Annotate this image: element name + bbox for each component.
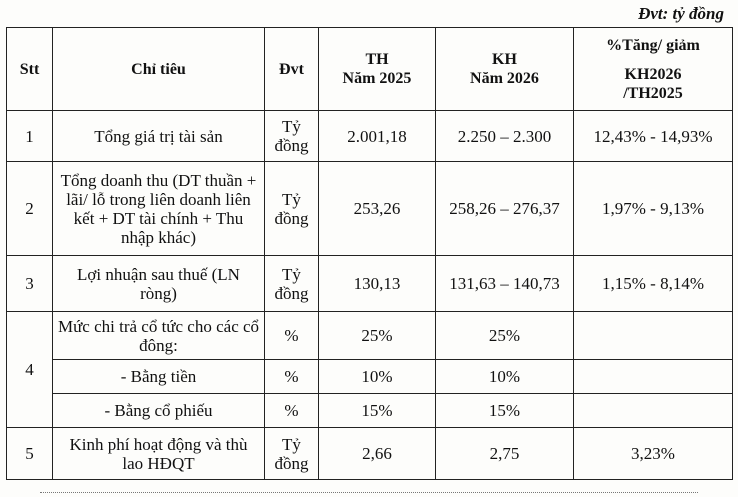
- cell-pct: 3,23%: [574, 428, 733, 480]
- cell-dvt-line1: Tỷ: [282, 264, 301, 284]
- cell-chi-tieu: Mức chi trả cổ tức cho các cổ đông:: [53, 312, 265, 360]
- cell-kh: 25%: [436, 312, 574, 360]
- header-kh: [436, 28, 574, 111]
- cell-th: 2,66: [319, 428, 436, 480]
- cell-dvt-line1: Tỷ: [282, 117, 301, 136]
- cell-pct: [574, 394, 733, 428]
- header-pct-line1: %Tăng/ giảm: [606, 36, 700, 54]
- cell-dvt-line1: Tỷ: [282, 189, 301, 209]
- cell-dvt-line2: đồng: [274, 453, 309, 473]
- header-chi-tieu: Chỉ tiêu: [53, 28, 265, 111]
- header-pct: [574, 28, 733, 111]
- cell-dvt-line2: đồng: [274, 283, 309, 303]
- header-th-line1: TH: [365, 51, 389, 68]
- cell-kh: 10%: [436, 360, 574, 394]
- cell-dvt: %: [265, 360, 319, 394]
- table-row: [7, 394, 733, 428]
- plan-table: [6, 27, 733, 480]
- table-row: [7, 428, 733, 480]
- cell-chi-tieu: Tổng doanh thu (DT thuần + lãi/ lỗ trong liên doanh liên kết + DT tài chính + Thu nhập khác): [53, 162, 265, 256]
- cell-chi-tieu: - Bằng tiền: [53, 360, 265, 394]
- header-th-line2: Năm 2025: [342, 70, 412, 87]
- cell-th: 15%: [319, 394, 436, 428]
- cell-dvt: %: [265, 394, 319, 428]
- unit-note: Đvt: tỷ đồng: [638, 4, 724, 23]
- cell-stt: 3: [7, 256, 53, 312]
- cell-kh: 2.250 – 2.300: [436, 111, 574, 162]
- cell-stt: 5: [7, 428, 53, 480]
- cell-dvt: [265, 256, 319, 312]
- cell-dvt-line1: Tỷ: [282, 434, 301, 454]
- header-stt: Stt: [7, 28, 53, 111]
- cell-chi-tieu: Tổng giá trị tài sản: [53, 111, 265, 162]
- table-row: [7, 256, 733, 312]
- header-row: [7, 28, 733, 111]
- cell-kh: 15%: [436, 394, 574, 428]
- header-kh-line2: Năm 2026: [470, 70, 539, 87]
- cell-kh: 131,63 – 140,73: [436, 256, 574, 312]
- cell-pct: 1,15% - 8,14%: [574, 256, 733, 312]
- cell-pct: 1,97% - 9,13%: [574, 162, 733, 256]
- cell-stt: 1: [7, 111, 53, 162]
- table-row: [7, 360, 733, 394]
- cell-th: 2.001,18: [319, 111, 436, 162]
- cell-th: 253,26: [319, 162, 436, 256]
- header-dvt: Đvt: [265, 28, 319, 111]
- cell-chi-tieu: - Bằng cổ phiếu: [53, 394, 265, 428]
- cell-chi-tieu: Lợi nhuận sau thuế (LN ròng): [53, 256, 265, 312]
- cell-pct: [574, 360, 733, 394]
- header-th: [319, 28, 436, 111]
- cell-th: 25%: [319, 312, 436, 360]
- cell-dvt: %: [265, 312, 319, 360]
- header-pct-line2: KH2026: [624, 65, 682, 83]
- cell-pct: 12,43% - 14,93%: [574, 111, 733, 162]
- cell-dvt: [265, 428, 319, 480]
- table-row: [7, 312, 733, 360]
- cell-pct: [574, 312, 733, 360]
- table-row: [7, 111, 733, 162]
- cut-off-text-trace: [40, 492, 698, 497]
- cell-dvt: [265, 111, 319, 162]
- table-row: [7, 162, 733, 256]
- cell-th: 130,13: [319, 256, 436, 312]
- header-kh-line1: KH: [492, 51, 517, 68]
- cell-chi-tieu: Kinh phí hoạt động và thù lao HĐQT: [53, 428, 265, 480]
- cell-stt: 4: [7, 312, 53, 428]
- cell-kh: 2,75: [436, 428, 574, 480]
- cell-th: 10%: [319, 360, 436, 394]
- cell-dvt-line2: đồng: [274, 208, 309, 228]
- cell-dvt: [265, 162, 319, 256]
- cell-stt: 2: [7, 162, 53, 256]
- header-pct-line3: /TH2025: [623, 84, 683, 102]
- cell-dvt-line2: đồng: [274, 136, 309, 155]
- cell-kh: 258,26 – 276,37: [436, 162, 574, 256]
